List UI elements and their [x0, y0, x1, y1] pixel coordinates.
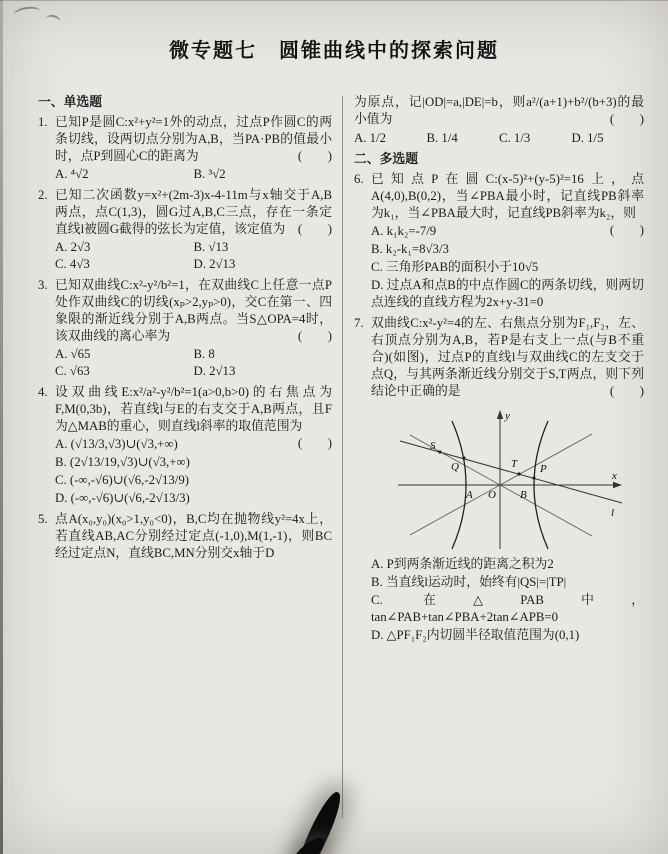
label-a: A	[466, 489, 473, 501]
question-5-number: 5.	[38, 512, 48, 526]
option-b: B. k₂-k₁=8√3/3	[371, 242, 449, 256]
question-2-number: 2.	[38, 188, 48, 202]
option-a: A. (√13/3,√3)∪(√3,+∞)	[55, 437, 178, 451]
option-b: B. (2√13/19,√3)∪(√3,+∞)	[55, 455, 190, 469]
page-title: 微专题七 圆锥曲线中的探索问题	[169, 40, 499, 62]
question-6-text: 已知点P在圆C:(x-5)²+(y-5)²=16上，点A(4,0),B(0,2)，当∠PBA最小时，记直线PB斜率为k₁，当∠PBA最大时，记直线PB斜率为k₂，则	[371, 172, 644, 220]
x-axis-arrow	[613, 482, 622, 488]
question-1-number: 1.	[38, 115, 48, 129]
scan-top-edge	[0, 0, 668, 1]
question-5	[38, 511, 332, 562]
question-2-options	[55, 239, 332, 273]
question-7-text: 双曲线C:x²-y²=4的左、右焦点分别为F₁,F₂，左、右顶点分别为A,B，若P是右支上一点(与B不重合)(如图)，过点P的直线l与双曲线C的左支交于点Q，与其两条渐近线分别交于S,T两点，则下列结论中正确的是	[371, 316, 644, 398]
option-c: C. √63	[55, 364, 90, 378]
point-s	[438, 450, 441, 453]
question-1-answer-blank: ( )	[297, 149, 332, 163]
question-7-figure	[390, 403, 625, 553]
question-1	[38, 114, 332, 183]
question-2-text: 已知二次函数y=x²+(2m-3)x-4-11m与x轴交于A,B两点，点C(1,3)，圆G过A,B,C三点，存在一条定直线l被圆G截得的弦长为定值，该定值为	[55, 188, 332, 236]
section-heading-single-choice: 一、单选题	[38, 95, 102, 109]
option-c: C. (-∞,-√6)∪(√6,-2√13/9)	[55, 473, 190, 487]
right-column	[354, 94, 644, 648]
point-t	[517, 472, 520, 475]
question-5-text-right: 为原点，记|OD|=a,|DE|=b，则a²/(a+1)+b²/(b+3)的最小值为	[354, 95, 644, 126]
question-6-number: 6.	[354, 172, 364, 186]
option-b: B. 1/4	[426, 131, 458, 145]
option-d: D. 2√13	[193, 257, 236, 271]
scan-left-edge	[0, 0, 3, 854]
label-y: y	[505, 410, 510, 422]
question-2-answer-blank: ( )	[297, 222, 332, 236]
question-6-options	[371, 223, 644, 311]
option-d: D. 2√13	[193, 364, 236, 378]
question-5-options	[354, 130, 644, 147]
y-axis-arrow	[497, 410, 503, 419]
question-7-number: 7.	[354, 316, 364, 330]
question-6	[354, 171, 644, 311]
label-t: T	[511, 458, 518, 470]
question-7	[354, 315, 644, 644]
question-1-options	[55, 166, 332, 183]
option-d: D. (-∞,-√6)∪(√6,-2√13/3)	[55, 491, 190, 505]
option-c: C. 4√3	[55, 257, 90, 271]
label-l: l	[611, 507, 615, 519]
scan-speck	[45, 13, 61, 26]
question-3-answer-blank: ( )	[297, 329, 332, 343]
question-1-text: 已知P是圆C:x²+y²=1外的动点，过点P作圆C的两条切线，设两切点分别为A,B，当PA·PB的值最小时，点P到圆心C的距离为	[55, 115, 332, 163]
question-3-options	[55, 346, 332, 380]
option-b: B. √13	[193, 240, 229, 254]
question-4-options	[55, 436, 332, 507]
question-5-answer-blank: ( )	[609, 112, 644, 126]
option-a: A. k₁k₂=-7/9	[371, 224, 437, 238]
scan-speck	[13, 5, 40, 21]
option-b: B. 8	[193, 347, 215, 361]
option-c: C. 1/3	[499, 131, 531, 145]
point-q	[462, 456, 465, 459]
option-a: A. P到两条渐近线的距离之积为2	[371, 557, 554, 571]
question-5-text-left: 点A(x₀,y₀)(x₀>1,y₀<0)，B,C均在抛物线y²=4x上，若直线AB,AC分别经过定点(-1,0),M(1,-1)，则BC经过定点N，直线BC,MN分别交x轴于D	[55, 512, 332, 560]
option-d: D. △PF₁F₂内切圆半径取值范围为(0,1)	[371, 628, 580, 642]
question-3-number: 3.	[38, 278, 48, 292]
question-2	[38, 187, 332, 273]
option-b: B. ³√2	[193, 167, 226, 181]
question-7-answer-blank: ( )	[609, 384, 644, 398]
label-p: P	[540, 463, 547, 475]
option-b: B. 当直线l运动时，始终有|QS|=|TP|	[371, 575, 567, 589]
question-4	[38, 384, 332, 507]
question-3-text: 已知双曲线C:x²-y²/b²=1，在双曲线C上任意一点P处作双曲线C的切线(xₚ>2,yₚ>0)，交C在第一、四象限的渐近线分别于A,B两点。当S△OPA=4时，该双曲线的离心率为	[55, 278, 332, 343]
left-column	[38, 94, 332, 566]
option-c: C. 在△PAB中，tan∠PAB+tan∠PBA+2tan∠APB=0	[371, 593, 644, 624]
question-7-options	[371, 556, 644, 644]
label-q: Q	[451, 461, 459, 473]
option-d: D. 1/5	[571, 131, 604, 145]
question-5-continuation	[354, 94, 644, 147]
point-p	[532, 476, 535, 479]
question-3	[38, 277, 332, 380]
question-4-text: 设双曲线E:x²/a²-y²/b²=1(a>0,b>0)的右焦点为F,M(0,3b)，若直线l与E的右支交于A,B两点，且F为△MAB的重心，则直线l斜率的取值范围为	[55, 385, 332, 433]
label-x: x	[612, 470, 617, 482]
label-s: S	[430, 440, 436, 452]
option-a: A. 1/2	[354, 131, 386, 145]
option-a: A. ⁴√2	[55, 167, 89, 181]
section-heading-multi-choice: 二、多选题	[354, 152, 418, 166]
label-o: O	[488, 489, 496, 501]
option-d: D. 过点A和点B的中点作圆C的两条切线，则两切点连线的直线方程为2x+y-31=0	[371, 278, 644, 309]
column-divider	[342, 96, 343, 818]
question-4-number: 4.	[38, 385, 48, 399]
question-4-answer-blank: ( )	[297, 436, 332, 450]
option-a: A. 2√3	[55, 240, 91, 254]
question-6-answer-blank: ( )	[609, 223, 644, 237]
label-b: B	[520, 489, 527, 501]
option-a: A. √65	[55, 347, 91, 361]
option-c: C. 三角形PAB的面积小于10√5	[371, 260, 539, 274]
